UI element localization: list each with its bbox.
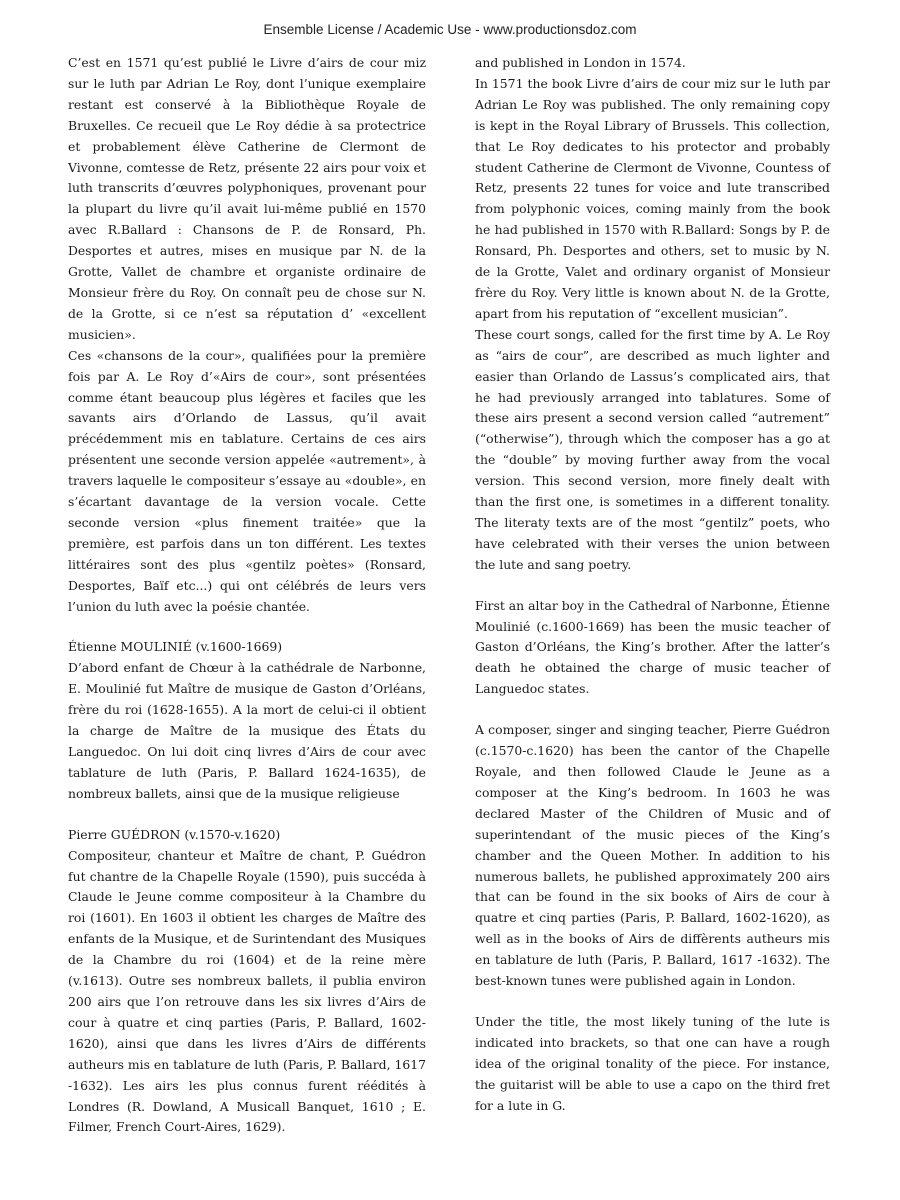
paragraph-tuning-en: Under the title, the most likely tuning of the lute is indicated into brackets, so that one can have a rough idea of the original tonality of the piece. For instance, the guitarist will be able to use a capo on the third fret for a lute in G. (475, 1013, 830, 1113)
paragraph-le-roy-fr: C’est en 1571 qu’est publié le Livre d’airs de cour miz sur le luth par Adrian Le Roy, dont l’unique exemplaire restant est conservé à la Bibliothèque Royale de Bruxelles. Ce recueil que Le Roy dédie à sa protectrice et probablement élève Catherine de Clermont de Vivonne, comtesse de Retz, présente 22 airs pour voix et luth transcrits d’œuvres polyphoniques, provenant pour la plupart du livre qu’il avait lui-même publié en 1570 avec R.Ballard : Chansons de P. de Ronsard, Ph. Desportes et autres, mises en musique par N. de la Grotte, Vallet de chambre et organiste ordinaire de Monsieur frère du Roy. On connaît peu de chose sur N. de la Grotte, si ce n’est sa réputation d’ «excellent musicien». (68, 55, 426, 342)
license-header: Ensemble License / Academic Use - www.productionsdoz.com (263, 22, 637, 37)
paragraph-airs-de-cour-fr: Ces «chansons de la cour», qualifiées pour la première fois par A. Le Roy d’«Airs de cour», sont présentées comme étant beaucoup plus légères et faciles que les savants airs d’Orlando de Lassus, qu’il avait précédemment mis en tablature. Certains de ces airs présentent une seconde version appelée «autrement», à travers laquelle le compositeur s’essaye au «double», en s’écartant davantage de la version vocale. Cette seconde version «plus finement traitée» que la première, est parfois dans un ton différent. Les textes littéraires sont des plus «gentilz poètes» (Ronsard, Desportes, Baïf etc...) qui ont célébrés de leurs vers l’union du luth avec la poésie chantée. (68, 347, 426, 614)
paragraph-moulinie-en: First an altar boy in the Cathedral of Narbonne, Étienne Moulinié (c.1600-1669) has been the music teacher of Gaston d’Orléans, the King’s brother. After the latter’s death he obtained the charge of music teacher of Languedoc states. (475, 597, 830, 697)
french-column (68, 53, 426, 1138)
guedron-heading: Pierre GUÉDRON (v.1570-v.1620) (68, 826, 281, 842)
paragraph-guedron-fr: Compositeur, chanteur et Maître de chant, P. Guédron fut chantre de la Chapelle Royale (1590), puis succéda à Claude le Jeune comme compositeur à la Chambre du roi (1601). En 1603 il obtient les charges de Maître des enfants de la Musique, et de Surintendant des Musiques de la Chambre du roi (1604) et de la reine mère (v.1613). Outre ses nombreux ballets, il publia environ 200 airs que l’on retrouve dans les six livres d’Airs de cour à quatre et cinq parties (Paris, P. Ballard, 1602-1620), ainsi que dans les livres d’Airs de différents autheurs mis en tablature de luth (Paris, P. Ballard, 1617 -1632). Les airs les plus connus furent réédités à Londres (R. Dowland, A Musicall Banquet, 1610 ; E. Filmer, French Court-Aires, 1629). (68, 847, 426, 1135)
paragraph-continuation-en: and published in London in 1574. (475, 55, 686, 70)
paragraph-guedron-en: A composer, singer and singing teacher, Pierre Guédron (c.1570-c.1620) has been the cantor of the Chapelle Royale, and then followed Claude le Jeune as a composer at the King’s bedroom. In 1603 he was declared Master of the Children of Music and of superintendant of the music pieces of the King’s chamber and the Queen Mother. In addition to his numerous ballets, he published approximately 200 airs that can be found in the six books of Airs de cour à quatre et cinq parties (Paris, P. Ballard, 1602-1620), as well as in the books of Airs de diffèrents autheurs mis en tablature de luth (Paris, P. Ballard, 1617 -1632). The best-known tunes were published again in London. (475, 722, 830, 989)
paragraph-moulinie-fr: D’abord enfant de Chœur à la cathédrale de Narbonne, E. Moulinié fut Maître de musique de Gaston d’Orléans, frère du roi (1628-1655). A la mort de celui-ci il obtient la charge de Maître de la musique des États du Languedoc. On lui doit cinq livres d’Airs de cour avec tablature de luth (Paris, P. Ballard 1624-1635), de nombreux ballets, ainsi que de la musique religieuse (68, 660, 426, 801)
english-column (475, 53, 830, 1117)
paragraph-court-songs-en: These court songs, called for the first time by A. Le Roy as “airs de cour”, are described as much lighter and easier than Orlando de Lassus’s complicated airs, that he had previously arranged into tablatures. Some of these airs present a second version called “autrement” (“otherwise”), through which the composer has a go at the “double” by moving further away from the vocal version. This second version, more finely dealt with than the first one, is sometimes in a different tonality. The literaty texts are of the most “gentilz” poets, who have celebrated with their verses the union between the lute and sang poetry. (475, 326, 830, 572)
paragraph-le-roy-en: In 1571 the book Livre d’airs de cour miz sur le luth par Adrian Le Roy was published. The only remaining copy is kept in the Royal Library of Brussels. This collection, that Le Roy dedicates to his protector and probably student Catherine de Clermont de Vivonne, Countess of Retz, presents 22 tunes for voice and lute transcribed from polyphonic voices, coming mainly from the book he had published in 1570 with R.Ballard: Songs by P. de Ronsard, Ph. Desportes and others, set to music by N. de la Grotte, Valet and ordinary organist of Monsieur frère du Roy. Very little is known about N. de la Grotte, apart from his reputation of “excellent musician”. (475, 75, 830, 321)
moulinie-heading: Étienne MOULINIÉ (v.1600-1669) (68, 639, 283, 655)
